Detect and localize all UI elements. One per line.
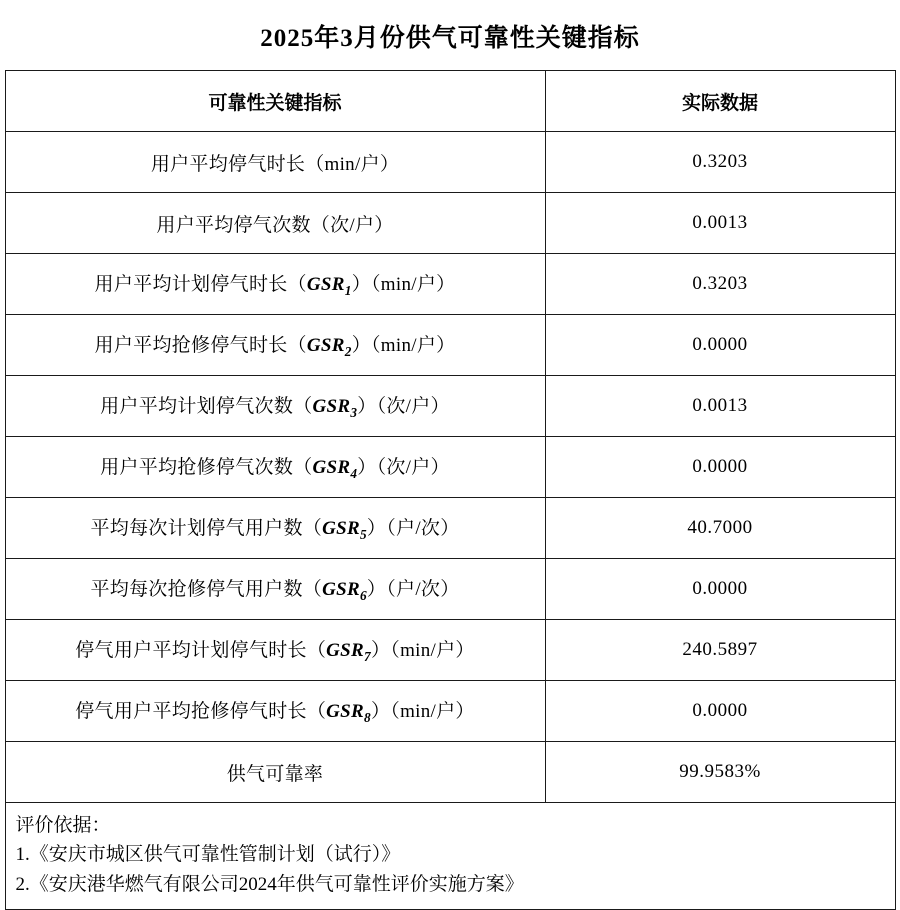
metric-label: 用户平均停气次数（次/户） (5, 193, 545, 254)
gsr-symbol: $GSR_7$ (326, 640, 371, 664)
table-row (5, 376, 895, 437)
column-header-metric: 可靠性关键指标 (5, 71, 545, 132)
table-body (5, 132, 895, 910)
gsr-symbol: $GSR_3$ (312, 396, 358, 420)
notes-heading: 评价依据： (15, 815, 111, 836)
metric-value: 0.0000 (545, 315, 895, 376)
table-row (5, 193, 895, 254)
notes-item: 2.《安庆港华燃气有限公司2024年供气可靠性评价实施方案》 (15, 873, 524, 895)
gsr-symbol: $GSR_1$ (306, 274, 352, 298)
metric-value: 0.0013 (545, 193, 895, 254)
column-header-value: 实际数据 (545, 71, 895, 132)
reliability-metrics-table (5, 70, 896, 910)
table-row (5, 498, 895, 559)
metric-value: 99.9583% (545, 742, 895, 803)
metric-value: 0.0000 (545, 437, 895, 498)
metric-label: 用户平均抢修停气时长$(GSR_2)(\min/$户） (5, 315, 545, 376)
gsr-symbol: $GSR_4$ (312, 457, 358, 481)
metric-label: 用户平均停气时长（min/户） (5, 132, 545, 193)
table-row (5, 742, 895, 803)
gsr-symbol: $GSR_5$ (322, 518, 367, 542)
metric-value: 40.7000 (545, 498, 895, 559)
page-title: 2025年3月份供气可靠性关键指标 (260, 25, 640, 52)
metric-value: 0.0000 (545, 681, 895, 742)
metric-label: 用户平均计划停气时长$(GSR_1)(\min/$户） (5, 254, 545, 315)
metric-value: 0.0013 (545, 376, 895, 437)
table-row (5, 132, 895, 193)
metric-label: 平均每次计划停气用户数$(GSR_5)$（户/次） (5, 498, 545, 559)
table-row (5, 620, 895, 681)
metric-value: 0.0000 (545, 559, 895, 620)
gsr-symbol: $GSR_2$ (306, 335, 352, 359)
gsr-symbol: $GSR_8$ (326, 701, 371, 725)
metric-label: 用户平均抢修停气次数$(GSR_4)$（次/户） (5, 437, 545, 498)
table-row (5, 437, 895, 498)
metric-label: 停气用户平均抢修停气时长$(GSR_8)(\min/$户） (5, 681, 545, 742)
table-row (5, 681, 895, 742)
evaluation-basis-notes (5, 803, 895, 910)
metric-label: 停气用户平均计划停气时长$(GSR_7)(\min/$户） (5, 620, 545, 681)
table-row (5, 254, 895, 315)
table-row (5, 559, 895, 620)
table-notes-row (5, 803, 895, 910)
metric-label: 平均每次抢修停气用户数$(GSR_6)$（户/次） (5, 559, 545, 620)
notes-item: 1.《安庆市城区供气可靠性管制计划（试行）》 (15, 844, 401, 866)
table-row (5, 315, 895, 376)
metric-value: 0.3203 (545, 132, 895, 193)
metric-label: 供气可靠率 (5, 742, 545, 803)
table-header-row (5, 71, 895, 132)
metric-label: 用户平均计划停气次数$(GSR_3)$（次/户） (5, 376, 545, 437)
metric-value: 240.5897 (545, 620, 895, 681)
metric-value: 0.3203 (545, 254, 895, 315)
gsr-symbol: $GSR_6$ (322, 579, 367, 603)
